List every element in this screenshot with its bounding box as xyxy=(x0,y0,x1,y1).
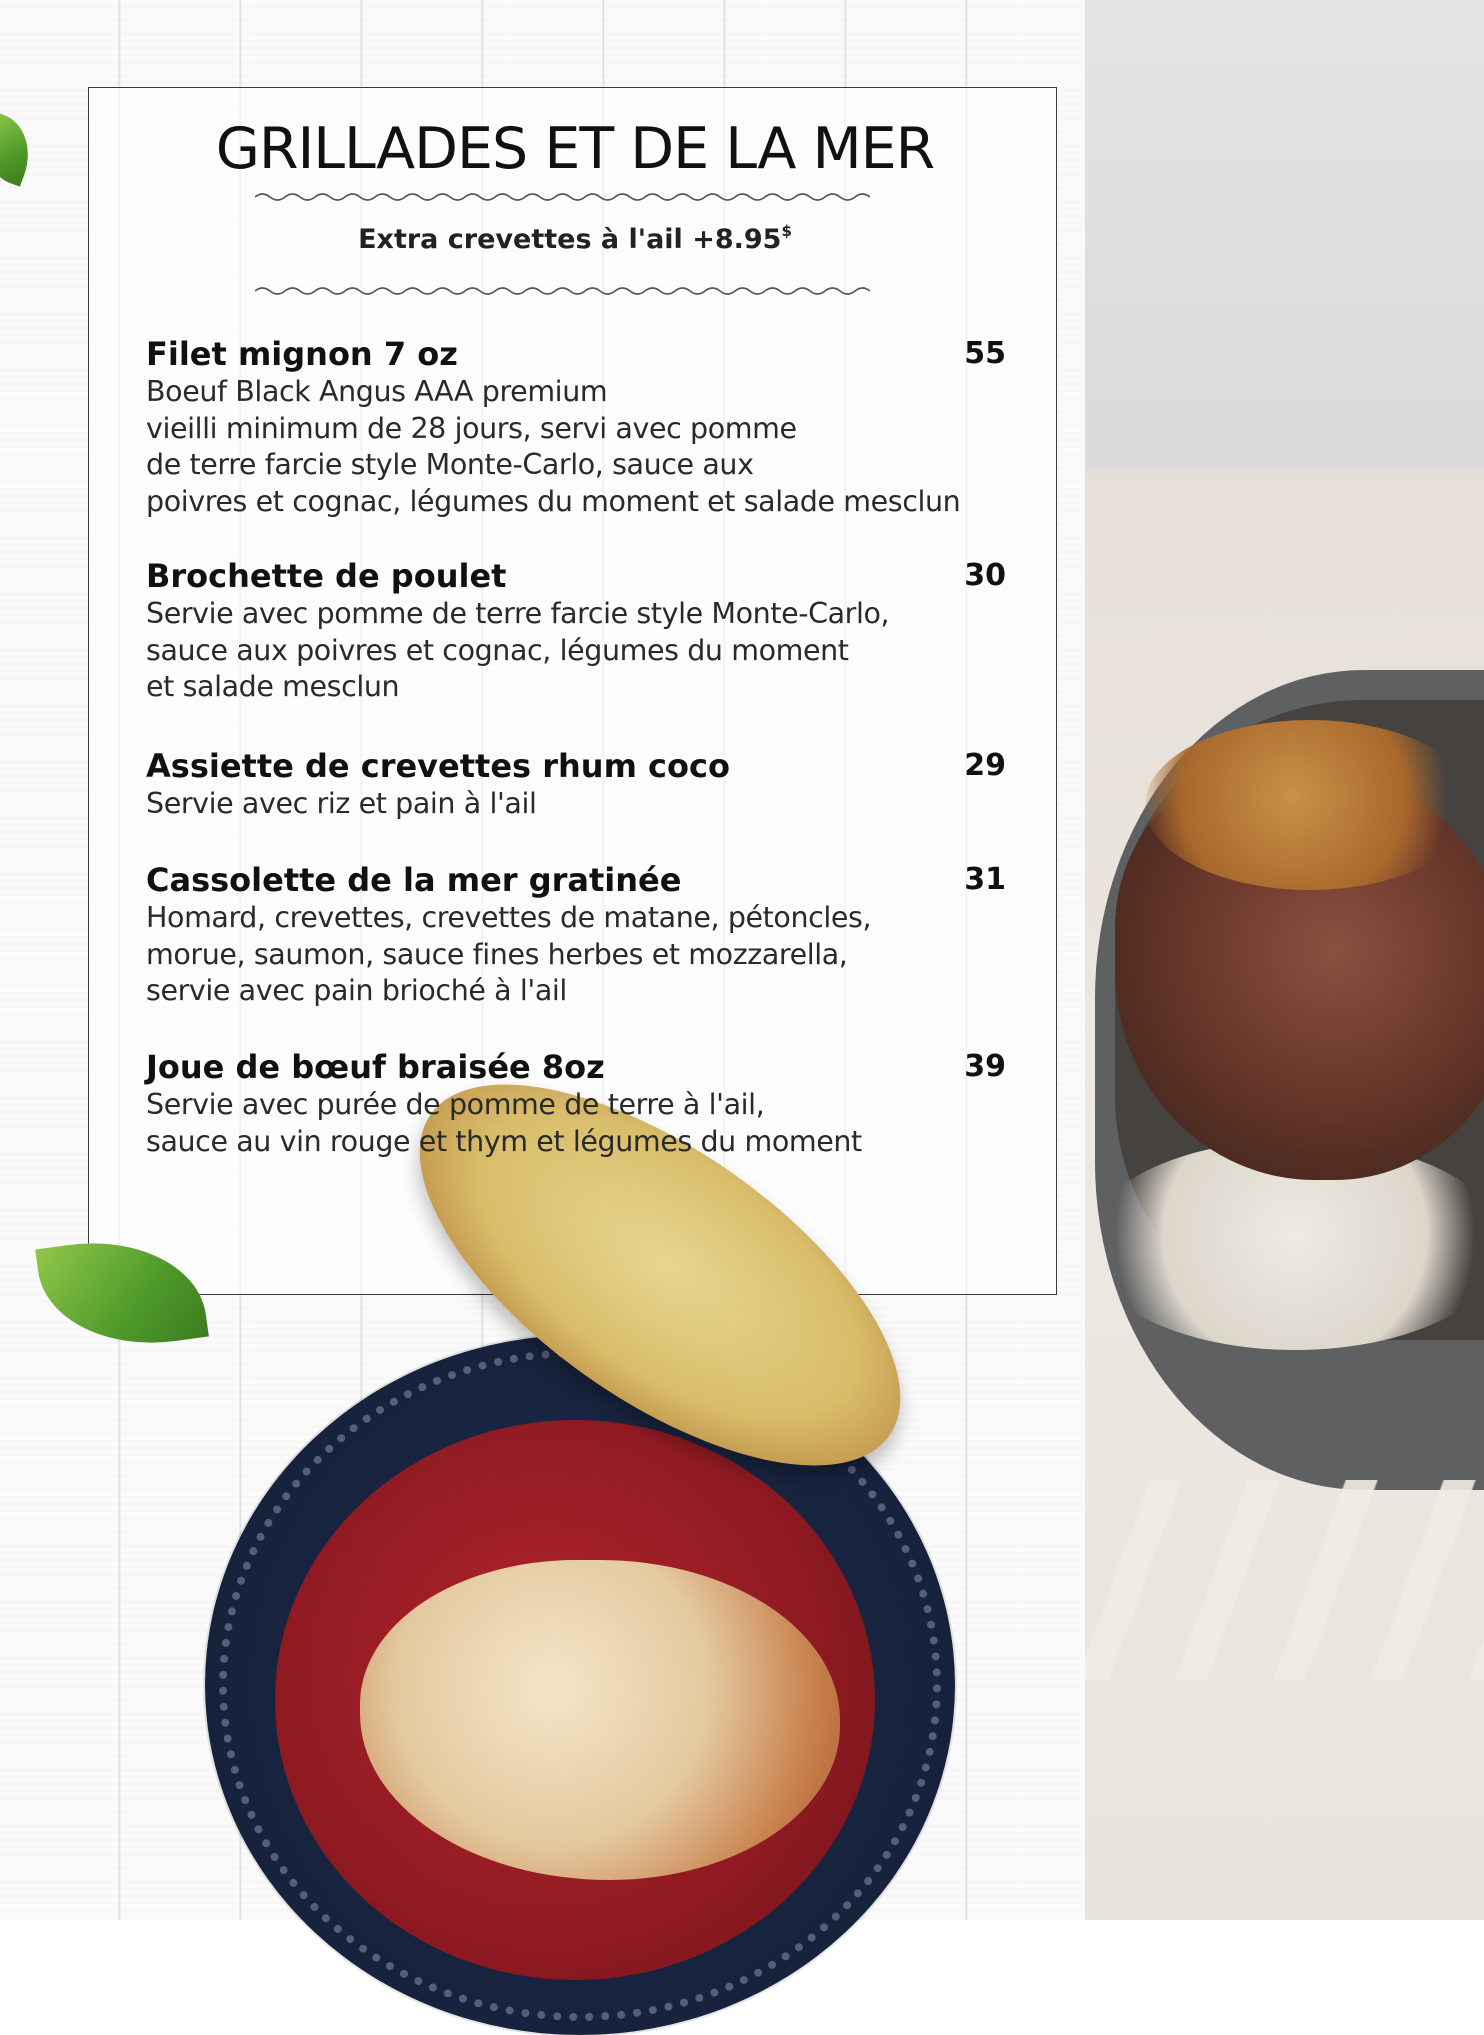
menu-title: GRILLADES ET DE LA MER xyxy=(215,116,935,182)
description-line: Servie avec purée de pomme de terre à l'ail, xyxy=(146,1088,765,1121)
extra-shrimp-note xyxy=(0,222,1150,255)
item-name: Brochette de poulet xyxy=(146,557,507,595)
description-line: vieilli minimum de 28 jours, servi avec pomme xyxy=(146,411,797,445)
description-line: morue, saumon, sauce fines herbes et mozzarella, xyxy=(146,937,848,971)
wave-divider xyxy=(255,284,870,298)
description-line: de terre farcie style Monte-Carlo, sauce aux xyxy=(146,448,754,481)
menu-item-joue-boeuf xyxy=(146,1047,1006,1160)
item-price: 30 xyxy=(964,558,1006,593)
item-name: Joue de bœuf braisée 8oz xyxy=(146,1048,605,1086)
menu-item-crevettes-rhum-coco xyxy=(146,746,1006,823)
description-line: poivres et cognac, légumes du moment et salade mesclun xyxy=(146,484,961,518)
item-price: 29 xyxy=(964,748,1006,783)
description-line: servie avec pain brioché à l'ail xyxy=(146,974,567,1007)
item-description xyxy=(146,786,1006,823)
menu-item-cassolette-mer xyxy=(146,860,1006,1010)
item-price: 55 xyxy=(964,336,1006,371)
item-description xyxy=(146,900,1006,1010)
item-description xyxy=(146,1087,1006,1160)
caramelized-onions xyxy=(1145,720,1475,890)
description-line: Servie avec riz et pain à l'ail xyxy=(146,787,537,820)
item-name: Filet mignon 7 oz xyxy=(146,335,458,373)
item-name: Assiette de crevettes rhum coco xyxy=(146,747,730,785)
braised-beef-photo xyxy=(1085,0,1484,1920)
description-line: sauce au vin rouge et thym et légumes du moment xyxy=(146,1124,862,1158)
item-price: 39 xyxy=(964,1049,1006,1084)
description-line: Boeuf Black Angus AAA premium xyxy=(146,375,608,408)
tablecloth-tassels xyxy=(1085,1480,1484,1680)
currency-symbol: $ xyxy=(781,222,792,240)
description-line: et salade mesclun xyxy=(146,670,400,703)
item-name: Cassolette de la mer gratinée xyxy=(146,861,682,899)
wave-divider xyxy=(255,190,870,204)
extra-text: Extra crevettes à l'ail +8.95 xyxy=(358,224,782,255)
menu-item-brochette-poulet xyxy=(146,556,1006,706)
description-line: sauce aux poivres et cognac, légumes du moment xyxy=(146,633,849,667)
description-line: Servie avec pomme de terre farcie style Monte-Carlo, xyxy=(146,597,890,630)
menu-item-filet-mignon xyxy=(146,334,1006,520)
item-description xyxy=(146,596,1006,706)
item-price: 31 xyxy=(964,862,1006,897)
item-description xyxy=(146,374,1006,520)
description-line: Homard, crevettes, crevettes de matane, pétoncles, xyxy=(146,901,872,934)
